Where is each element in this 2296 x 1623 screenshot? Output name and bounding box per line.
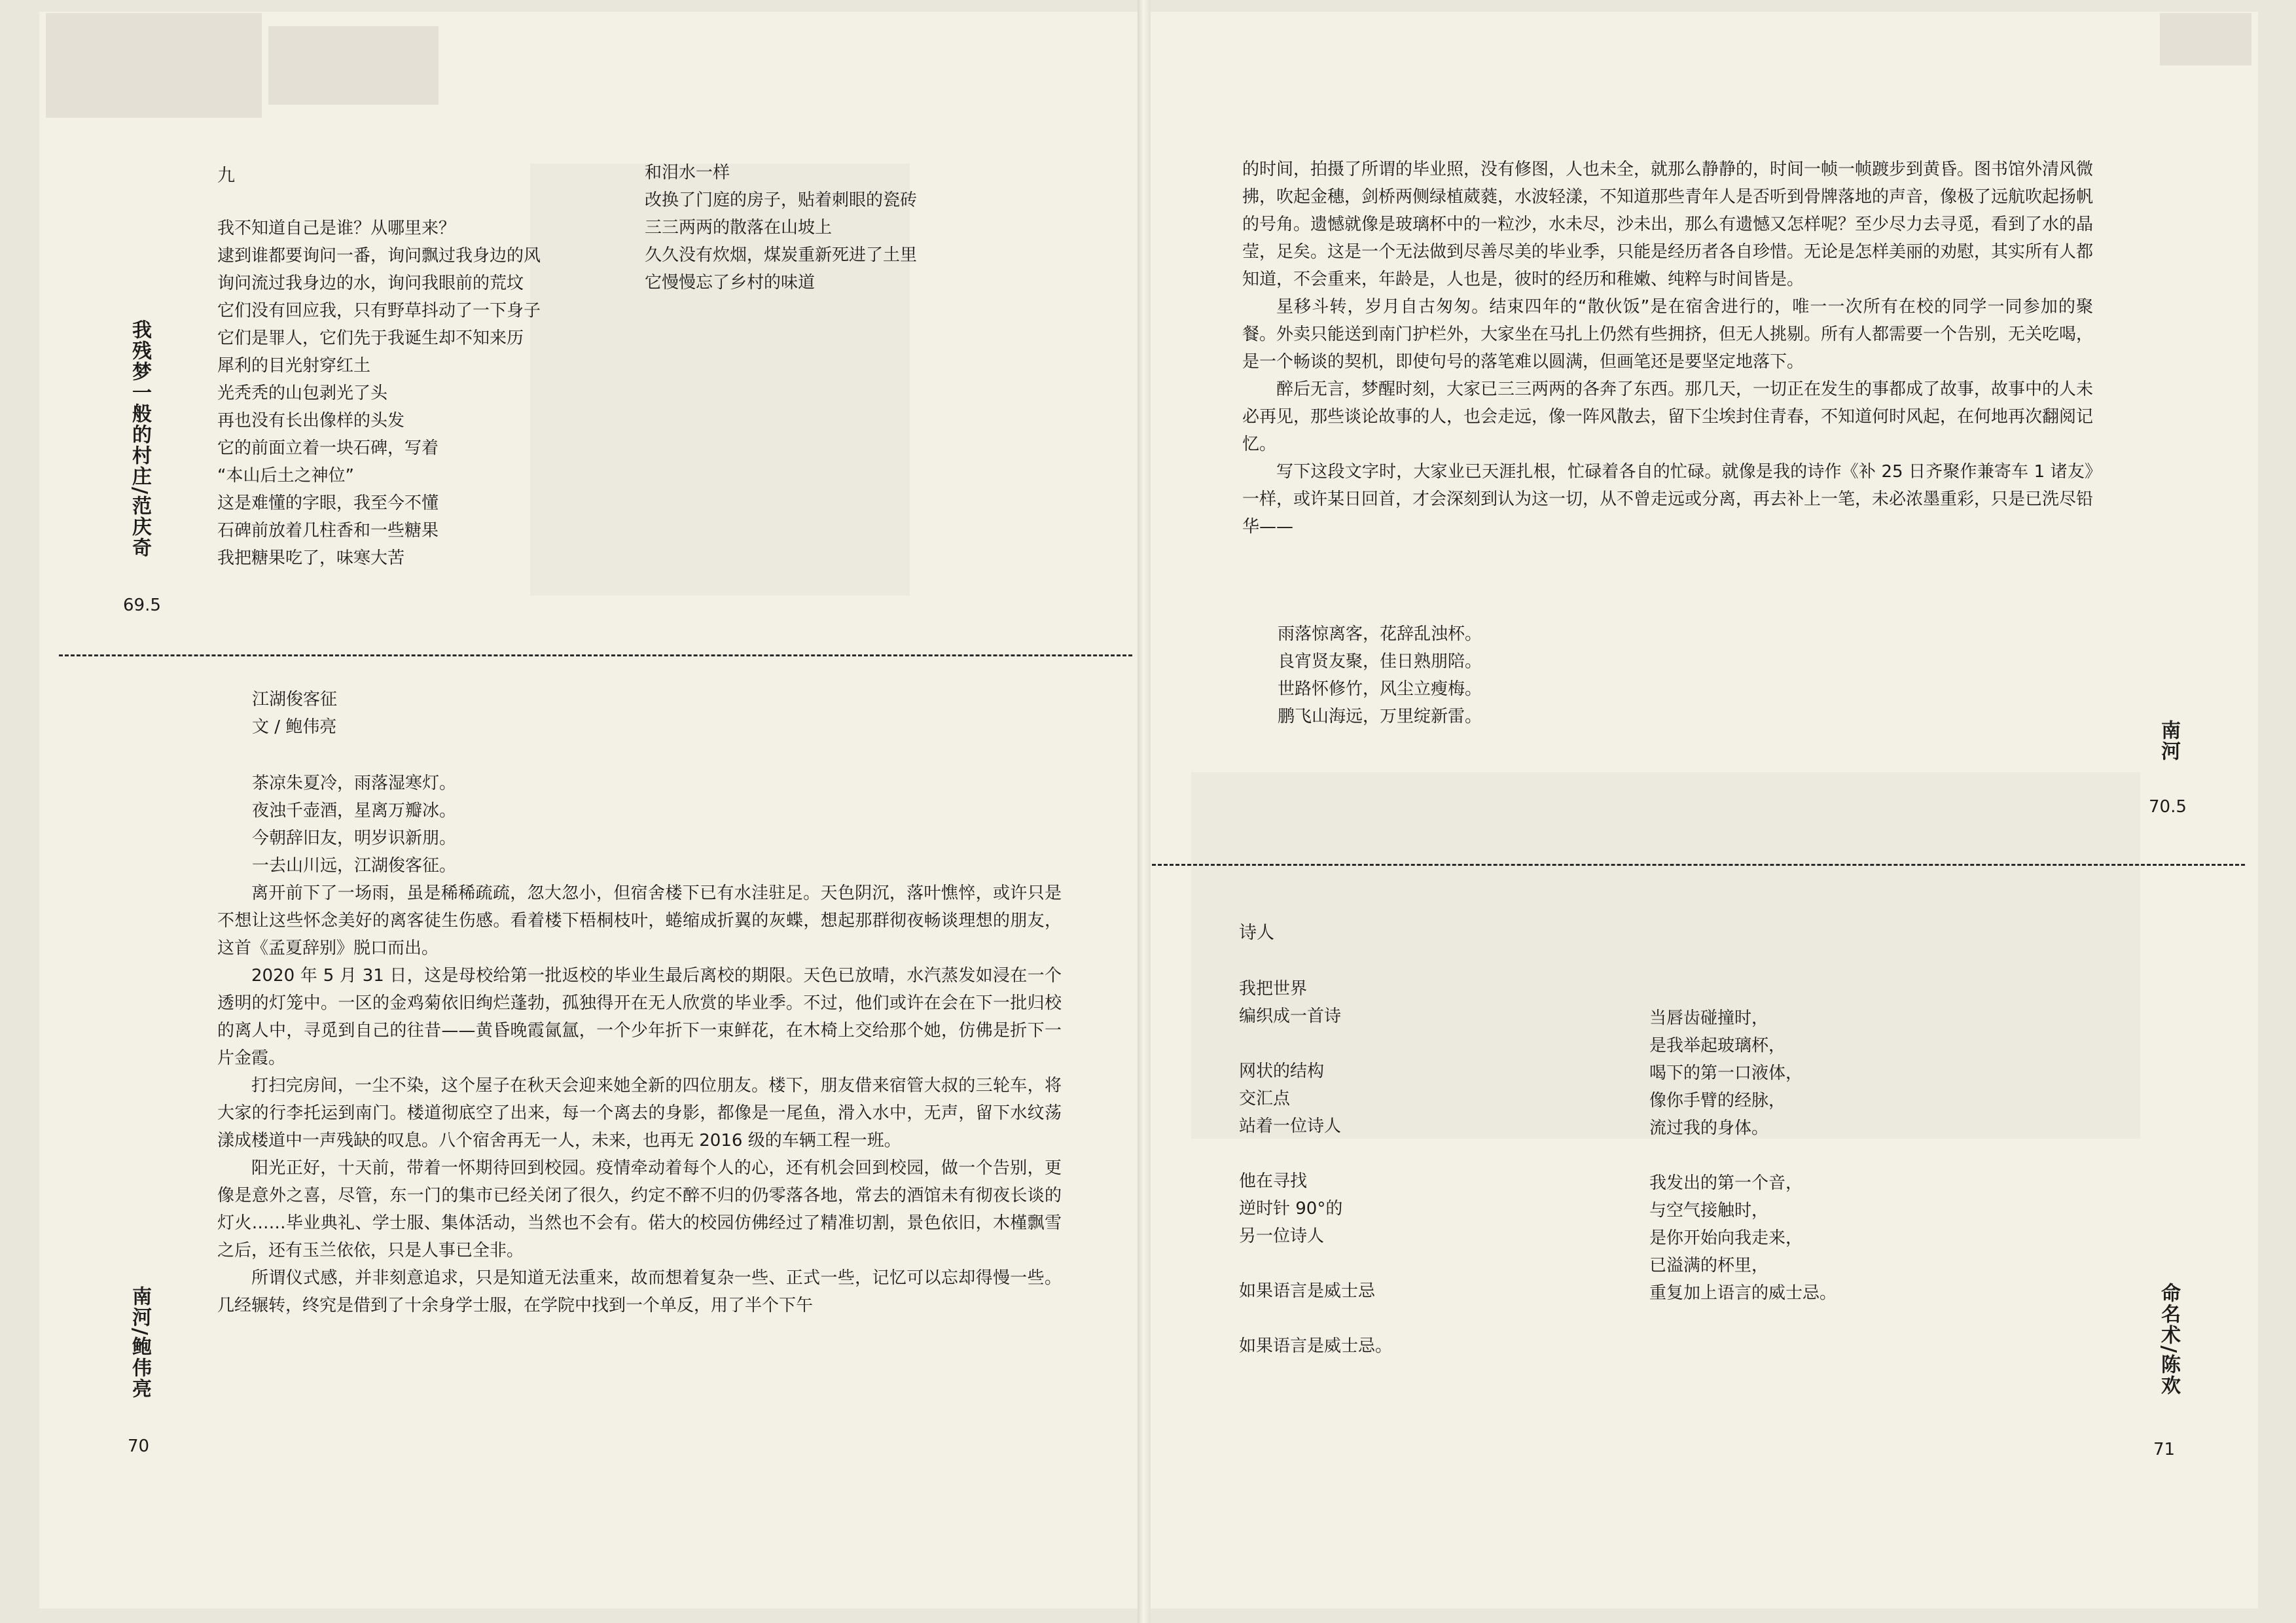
poem-line: 三三两两的散落在山坡上 — [645, 218, 833, 238]
poem-line — [1239, 1140, 1632, 1168]
poem-line: 喝下的第一口液体， — [1649, 1063, 1803, 1083]
poem-line: 我不知道自己是谁？从哪里来？ — [217, 219, 456, 238]
running-head-bottom-right: 命名术/陈欢 — [2157, 1283, 2180, 1396]
poem-line: 编织成一首诗 — [1239, 1007, 1342, 1026]
poem-line: 改换了门庭的房子，贴着刺眼的瓷砖 — [645, 190, 918, 210]
poem-line: 这是难懂的字眼，我至今不懂 — [217, 493, 439, 513]
poem-line: 它的前面立着一块石碑，写着 — [217, 438, 439, 458]
verse-line: 今朝辞旧友，明岁识新朋。 — [252, 829, 457, 848]
poem-line — [1239, 1030, 1632, 1058]
poem-line: “本山后土之神位” — [217, 466, 354, 486]
page-number-69-5: 69.5 — [123, 596, 161, 615]
poem-line: 网状的结构 — [1239, 1061, 1325, 1081]
essay-paragraph: 的时间，拍摄了所谓的毕业照，没有修图，人也未全，就那么静静的，时间一帧一帧踱步到黄昏。图书馆外清风微拂，吹起金穗，剑桥两侧绿植葳蕤，水波轻漾，不知道那些青年人是否听到骨牌落地的声音，像极了远航吹起扬帆的号角。遗憾就像是玻璃杯中的一粒沙，水未尽，沙未出，那么有遗憾又怎样呢？至少尽力去寻觅，看到了水的晶莹，足矣。这是一个无法做到尽善尽美的毕业季，只能是经历者各自珍惜。无论是怎样美丽的劝慰，其实所有人都知道，不会重来，年龄是，人也是，彼时的经历和稚嫩、纯粹与时间皆是。 — [1242, 160, 2094, 289]
poem-line — [1649, 1142, 2042, 1169]
poem-line — [1239, 1250, 1632, 1277]
poem-line: 交汇点 — [1239, 1089, 1291, 1109]
scan-smudge — [2160, 13, 2251, 65]
poem-line: 逆时针 90°的 — [1239, 1199, 1343, 1219]
poem-line: 如果语言是威士忌 — [1239, 1281, 1376, 1301]
verse-line: 一去山川远，江湖俊客征。 — [252, 856, 457, 876]
poem-line: 我把糖果吃了，味寒大苦 — [217, 548, 405, 568]
poem-line: 当唇齿碰撞时， — [1649, 1008, 1769, 1028]
poem2-column-1 — [1239, 975, 1632, 1360]
page-number-70-5: 70.5 — [2149, 797, 2187, 817]
essay-paragraph: 2020 年 5 月 31 日，这是母校给第一批返校的毕业生最后离校的期限。天色已放晴，水汽蒸发如浸在一个透明的灯笼中。一区的金鸡菊依旧绚烂蓬勃，孤独得开在无人欣赏的毕业季。不过，他们或许在会在下一批归校的离人中，寻觅到自己的往昔——黄昏晚霞氤氲，一个少年折下一束鲜花，在木椅上交给那个她，仿佛是折下一片金霞。 — [217, 966, 1062, 1068]
poem-line: 如果语言是威士忌。 — [1239, 1336, 1393, 1356]
essay-paragraph: 写下这段文字时，大家业已天涯扎根，忙碌着各自的忙碌。就像是我的诗作《补 25 日齐聚作兼寄车 1 诸友》一样，或许某日回首，才会深刻到认为这一切，从不曾走远或分离，再去补上一笔，未必浓墨重彩，只是已洗尽铅华—— — [1242, 462, 2094, 537]
essay-verse — [252, 770, 645, 880]
poem-line: 是我举起玻璃杯， — [1649, 1036, 1786, 1056]
essay-author: 文 / 鲍伟亮 — [252, 717, 337, 737]
running-head-top-right: 南河 — [2157, 720, 2180, 762]
poem-line: 他在寻找 — [1239, 1171, 1308, 1191]
essay-body — [217, 880, 1062, 1319]
book-gutter — [1138, 0, 1151, 1623]
poem-line: 我把世界 — [1239, 979, 1308, 999]
essay-continuation — [1242, 156, 2093, 541]
essay-paragraph: 阳光正好，十天前，带着一怀期待回到校园。疫情牵动着每个人的心，还有机会回到校园，做一个告别，更像是意外之喜，尽管，东一门的集市已经关闭了很久，约定不醉不归的仍零落各地，常去的酒馆未有彻夜长谈的灯火……毕业典礼、学士服、集体活动，当然也不会有。偌大的校园仿佛经过了精准切割，景色依旧，木槿飘雪之后，还有玉兰依依，只是人事已全非。 — [217, 1158, 1062, 1260]
poem-line: 已溢满的杯里， — [1649, 1256, 1769, 1275]
poem-line: 犀利的目光射穿红土 — [217, 356, 371, 376]
verse-line: 雨落惊离客，花辞乱浊杯。 — [1278, 624, 1482, 644]
section-divider-right — [1152, 864, 2245, 866]
poem-line: 我发出的第一个音， — [1649, 1173, 1803, 1193]
poem-line: 另一位诗人 — [1239, 1226, 1325, 1246]
essay-paragraph: 离开前下了一场雨，虽是稀稀疏疏，忽大忽小，但宿舍楼下已有水洼驻足。天色阴沉，落叶憔悴，或许只是不想让这些怀念美好的离客徒生伤感。看着楼下梧桐枝叶，蜷缩成折翼的灰蝶，想起那群彻夜畅谈理想的朋友，这首《孟夏辞别》脱口而出。 — [217, 883, 1062, 958]
poem-column-1 — [217, 215, 610, 572]
essay-title: 江湖俊客征 — [252, 690, 338, 709]
essay-paragraph: 醉后无言，梦醒时刻，大家已三三两两的各奔了东西。那几天，一切正在发生的事都成了故事，故事中的人未必再见，那些谈论故事的人，也会走远，像一阵风散去，留下尘埃封住青春，不知道何时风起，在何地再次翻阅记忆。 — [1242, 380, 2094, 454]
poem-line: 它慢慢忘了乡村的味道 — [645, 273, 816, 293]
running-head-top-left: 我残梦一般的村庄/范庆奇 — [128, 319, 151, 558]
poem-title: 诗人 — [1239, 923, 1274, 943]
poem-section-title: 九 — [217, 166, 235, 186]
poem-column-2 — [645, 159, 1037, 296]
poem-line: 站着一位诗人 — [1239, 1116, 1342, 1136]
poem-line — [1239, 1305, 1632, 1332]
verse-line: 良宵贤友聚，佳日熟朋陪。 — [1278, 652, 1482, 671]
poem-line: 它们没有回应我，只有野草抖动了一下身子 — [217, 301, 541, 321]
poem-line: 逮到谁都要询问一番，询问飘过我身边的风 — [217, 246, 541, 266]
page-number-70: 70 — [128, 1436, 150, 1456]
poem-line: 光秃秃的山包剥光了头 — [217, 383, 388, 403]
poem2-column-2 — [1649, 1005, 2042, 1307]
essay-header — [252, 686, 645, 741]
running-head-bottom-left: 南河/鲍伟亮 — [128, 1286, 151, 1399]
essay-paragraph: 所谓仪式感，并非刻意追求，只是知道无法重来，故而想着复杂一些、正式一些，记忆可以忘却得慢一些。几经辗转，终究是借到了十余身学士服，在学院中找到一个单反，用了半个下午 — [217, 1268, 1062, 1315]
scan-smudge — [268, 26, 439, 105]
essay-closing-verse — [1278, 620, 1736, 730]
poem-line: 再也没有长出像样的头发 — [217, 411, 405, 431]
poem-line: 它们是罪人，它们先于我诞生却不知来历 — [217, 329, 524, 348]
poem-line: 重复加上语言的威士忌。 — [1649, 1283, 1837, 1303]
scan-smudge — [46, 13, 262, 118]
poem-line: 流过我的身体。 — [1649, 1118, 1769, 1138]
section-divider-left — [59, 654, 1132, 656]
poem-line: 久久没有炊烟，煤炭重新死进了土里 — [645, 245, 918, 265]
poem-line: 和泪水一样 — [645, 163, 730, 183]
verse-line: 鹏飞山海远，万里绽新雷。 — [1278, 707, 1482, 726]
poem-line: 询问流过我身边的水，询问我眼前的荒坟 — [217, 274, 524, 293]
poem-line: 与空气接触时， — [1649, 1201, 1769, 1221]
poem-line: 是你开始向我走来， — [1649, 1228, 1803, 1248]
essay-paragraph: 打扫完房间，一尘不染，这个屋子在秋天会迎来她全新的四位朋友。楼下，朋友借来宿管大叔的三轮车，将大家的行李托运到南门。楼道彻底空了出来，每一个离去的身影，都像是一尾鱼，滑入水中，无声，留下水纹荡漾成楼道中一声残缺的叹息。八个宿舍再无一人，未来，也再无 2016 级的车辆工程一班。 — [217, 1076, 1062, 1150]
essay-paragraph: 星移斗转，岁月自古匆匆。结束四年的“散伙饭”是在宿舍进行的，唯一一次所有在校的同学一同参加的聚餐。外卖只能送到南门护栏外，大家坐在马扎上仍然有些拥挤，但无人挑剔。所有人都需要一个告别，无关吃喝，是一个畅谈的契机，即使句号的落笔难以圆满，但画笔还是要坚定地落下。 — [1242, 297, 2094, 372]
verse-line: 夜浊千壶酒，星离万瓣冰。 — [252, 801, 457, 821]
verse-line: 茶凉朱夏冷，雨落湿寒灯。 — [252, 774, 457, 793]
page-number-71: 71 — [2153, 1440, 2176, 1459]
poem-line: 石碑前放着几柱香和一些糖果 — [217, 521, 439, 541]
verse-line: 世路怀修竹，风尘立瘦梅。 — [1278, 679, 1482, 699]
poem-line: 像你手臂的经脉， — [1649, 1091, 1786, 1111]
